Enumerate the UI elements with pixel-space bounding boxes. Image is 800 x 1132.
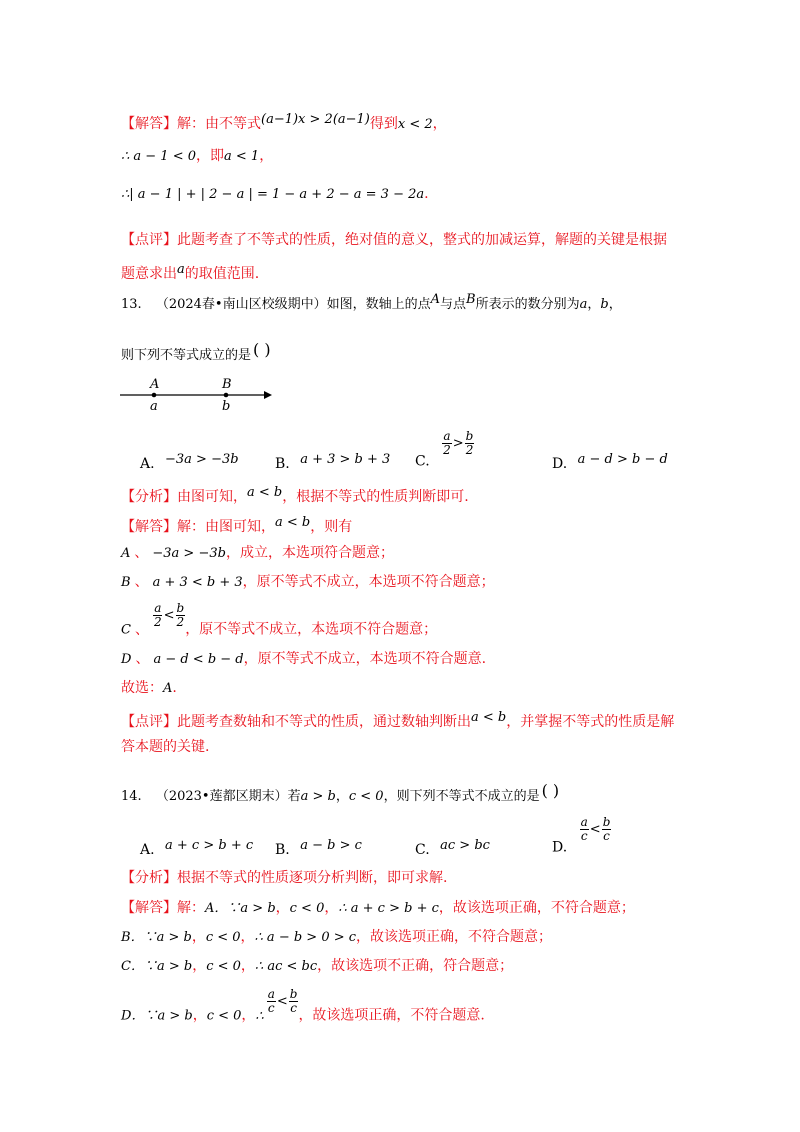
solution-text: ，故该选项正确，不符合题意；	[356, 929, 553, 945]
option-label: A.	[140, 456, 155, 472]
answer-text: 解：由图可知，	[177, 519, 275, 535]
option-letter: A	[121, 546, 131, 561]
axis-value-a: a	[150, 399, 158, 414]
q14-stem	[121, 781, 690, 807]
analysis-tag: 【分析】	[121, 489, 177, 505]
stem-text: 与点	[440, 297, 467, 312]
solution-math: a > b	[156, 930, 192, 945]
solution-math: −3a > −3b	[152, 546, 226, 561]
analysis-math: a < b	[247, 485, 283, 500]
punctuation: ，	[259, 148, 274, 164]
solution-math: c < 0	[205, 930, 241, 945]
q13-option-d[interactable]	[552, 452, 668, 472]
fraction: $\frac{b}{2}$	[176, 601, 185, 629]
q13-solution-d: D 、 a − d < b − d，原不等式不成立，本选项不符合题意.	[121, 651, 487, 667]
q13-option-a[interactable]	[140, 452, 239, 472]
question-number: 14.	[121, 789, 142, 804]
punctuation: .	[172, 680, 177, 696]
solution-text: ，成立，本选项符合题意；	[225, 545, 394, 561]
q13-solution-c: C 、 $\frac{a}{2}$ < $\frac{b}{2}$ ，原不等式不成立，本选项不符合题意；	[121, 601, 438, 638]
analysis-text: 根据不等式的性质逐项分析判断，即可求解.	[177, 870, 448, 886]
comment-text: 此题考查了不等式的性质，绝对值的意义，整式的加减运算，解题的关键是根据	[177, 232, 667, 248]
q12-step3	[121, 184, 690, 205]
comment-tag: 【点评】	[121, 714, 177, 730]
comment-text: 答本题的关键.	[121, 739, 210, 755]
option-letter: D	[121, 652, 132, 667]
option-math: a + c > b + c	[165, 838, 254, 853]
q14-answer-a: 【解答】解：A．∵a > b，c < 0，∴ a + c > b + c，故该选项正确，不符合题意；	[121, 900, 635, 916]
option-letter: C	[121, 622, 131, 638]
option-letter: D	[121, 1008, 132, 1024]
fraction-operator: <	[589, 822, 601, 837]
solution-math: c < 0	[206, 959, 241, 974]
analysis-text: 由图可知，	[177, 489, 247, 505]
solution-math: ∴ a + c > b + c	[338, 901, 439, 916]
q13-option-b[interactable]	[275, 452, 390, 472]
fraction: $\frac{a}{c}$	[267, 987, 275, 1015]
punctuation: ，	[432, 116, 447, 132]
stem-text: 所表示的数分别为	[475, 297, 580, 312]
stem-text: 若	[287, 789, 301, 804]
solution-math: a − d < b − d	[153, 652, 244, 667]
solution-text: ，故该选项不正确，符合题意；	[317, 958, 514, 974]
q14-solution-c: C．∵a > b，c < 0，∴ ac < bc，故该选项不正确，符合题意；	[121, 958, 514, 974]
solution-math: ∴ ac < bc	[254, 959, 318, 974]
analysis-tag: 【分析】	[121, 870, 177, 886]
point-label: B	[466, 292, 476, 307]
number-line-figure	[118, 374, 278, 414]
q13-choose	[121, 678, 690, 699]
question-number: 13.	[121, 297, 142, 312]
solution-math: ．∵	[130, 930, 157, 945]
option-label: A.	[140, 842, 155, 858]
option-math: a + 3 > b + 3	[300, 452, 391, 467]
fraction: $\frac{b}{c}$	[602, 815, 611, 843]
step-math-2: a < 1	[224, 149, 260, 164]
solution-math: a > b	[157, 1008, 193, 1024]
option-math: a − b > c	[300, 838, 362, 853]
punctuation: .	[424, 186, 429, 202]
fraction: $\frac{a}{2}$	[443, 429, 451, 457]
option-letter: B	[121, 575, 131, 590]
comment-text: ，并掌握不等式的性质是解	[506, 714, 675, 730]
solution-math: ．∵	[131, 1008, 158, 1024]
therefore-symbol: ∴	[255, 1008, 264, 1024]
option-label: D.	[552, 839, 568, 856]
axis-value-b: b	[222, 399, 231, 414]
fraction-operator: <	[163, 607, 175, 623]
punctuation: ，	[335, 789, 349, 804]
q13-stem-line1	[121, 290, 690, 315]
stem-text: 则下列不等式成立的是	[121, 348, 252, 363]
solution-math: c < 0	[206, 1008, 242, 1024]
solution-text: ，故该选项正确，不符合题意.	[298, 1007, 485, 1024]
q14-option-d[interactable]	[552, 816, 611, 856]
solution-math: ．∵	[214, 901, 241, 916]
q14-solution-b: B．∵a > b，c < 0，∴ a − b > 0 > c，故该选项正确，不符合题意；	[121, 929, 553, 945]
solution-math: ∴ a − b > 0 > c	[254, 930, 357, 945]
solution-text: ，原不等式不成立，本选项不符合题意；	[185, 621, 438, 638]
comment-tag: 【点评】	[121, 232, 177, 248]
option-label: C.	[415, 842, 430, 858]
q14-solution-d: D．∵a > b，c < 0，∴ $\frac{a}{c}$ < $\frac{b}{c}$ ，故该选项正确，不符合题意.	[121, 987, 485, 1024]
q12-answer-line	[121, 110, 690, 135]
comment-math: a < b	[471, 710, 507, 725]
variable: a	[177, 262, 185, 277]
punctuation: ，	[608, 297, 622, 312]
option-math: a − d > b − d	[577, 452, 668, 467]
q12-comment-line2	[121, 260, 690, 284]
analysis-text: ，根据不等式的性质判断即可.	[282, 489, 469, 505]
solution-math: c < 0	[289, 901, 325, 916]
answer-math: a < b	[275, 515, 311, 530]
variable: b	[600, 297, 609, 312]
answer-paren: ( )	[253, 340, 271, 359]
option-label: B.	[275, 456, 290, 472]
answer-paren: ( )	[541, 781, 560, 800]
fraction: $\frac{a}{2}$	[153, 601, 162, 629]
q14-option-a[interactable]	[140, 838, 253, 858]
punctuation: ，	[587, 297, 601, 312]
q13-analysis	[121, 483, 690, 507]
answer-lead: 解：由不等式	[177, 116, 261, 132]
axis-label-B: B	[222, 377, 232, 392]
q13-solution-a: A 、 −3a > −3b，成立，本选项符合题意；	[121, 545, 394, 561]
fraction: $\frac{b}{c}$	[289, 987, 298, 1015]
answer-tag: 【解答】	[121, 900, 177, 916]
q13-stem-line2	[121, 340, 690, 366]
variable: a	[579, 297, 588, 312]
axis-arrow-icon	[264, 391, 272, 399]
question-source: （2024春•南山区校级期中）	[155, 297, 327, 312]
question-source: （2023•莲都区期末）	[155, 789, 288, 804]
choose-letter: A	[163, 681, 173, 696]
inequality-result: x < 2	[397, 117, 433, 132]
solution-math: a > b	[240, 901, 276, 916]
stem-math: c < 0	[348, 789, 384, 804]
step-math: ∴ a − 1 < 0	[121, 149, 197, 164]
point-b	[224, 393, 229, 398]
solution-text: ，原不等式不成立，本选项不符合题意.	[243, 651, 487, 667]
point-a	[152, 393, 157, 398]
point-label: A	[430, 292, 440, 307]
answer-text: 解：	[177, 900, 205, 916]
solution-math: a > b	[156, 959, 193, 974]
inequality: (a−1)x > 2(a−1)	[261, 112, 370, 127]
q13-option-c[interactable]	[415, 430, 474, 470]
q13-comment-line2	[121, 737, 690, 757]
solution-math: a + 3 < b + 3	[152, 575, 243, 590]
fraction: $\frac{a}{c}$	[580, 815, 588, 843]
fraction-operator: <	[276, 993, 288, 1009]
q12-comment-line1	[121, 230, 690, 250]
choose-text: 故选：	[121, 680, 163, 696]
fraction: $\frac{b}{2}$	[465, 429, 474, 457]
option-label: D.	[552, 456, 568, 472]
q12-step2	[121, 146, 690, 167]
stem-math: a > b	[300, 789, 336, 804]
solution-math: ．∵	[130, 959, 157, 974]
answer-tag: 【解答】	[121, 519, 177, 535]
q13-solution-b: B 、 a + 3 < b + 3，原不等式不成立，本选项不符合题意；	[121, 574, 495, 590]
option-letter: C	[121, 959, 131, 974]
q14-option-c[interactable]	[415, 838, 490, 858]
stem-text: ，则下列不等式不成立的是	[383, 789, 540, 804]
comment-text: 题意求出	[121, 266, 177, 282]
option-label: B.	[275, 842, 290, 858]
answer-get: 得到	[369, 116, 398, 132]
option-letter: A	[205, 901, 215, 916]
option-math: ac > bc	[440, 838, 490, 853]
q14-analysis	[121, 868, 690, 888]
stem-text: 如图，数轴上的点	[326, 297, 431, 312]
option-math: −3a > −3b	[165, 452, 239, 467]
option-label: C.	[415, 453, 430, 470]
comment-text: 的取值范围.	[184, 266, 260, 282]
comment-text: 此题考查数轴和不等式的性质，通过数轴判断出	[177, 714, 471, 730]
answer-tag: 【解答】	[121, 116, 177, 132]
axis-label-A: A	[150, 377, 160, 392]
step-text: ，即	[196, 148, 225, 164]
q13-answer	[121, 513, 690, 537]
q13-comment-line1	[121, 708, 690, 732]
option-letter: B	[121, 930, 131, 945]
step-math: ∴| a − 1 | + | 2 − a | = 1 − a + 2 − a = 3 − 2a	[121, 187, 425, 202]
q14-option-b[interactable]	[275, 838, 362, 858]
solution-text: ，原不等式不成立，本选项不符合题意；	[242, 574, 495, 590]
answer-text: ，则有	[310, 519, 353, 535]
fraction-operator: >	[452, 436, 464, 451]
solution-text: ，故该选项正确，不符合题意；	[438, 900, 635, 916]
